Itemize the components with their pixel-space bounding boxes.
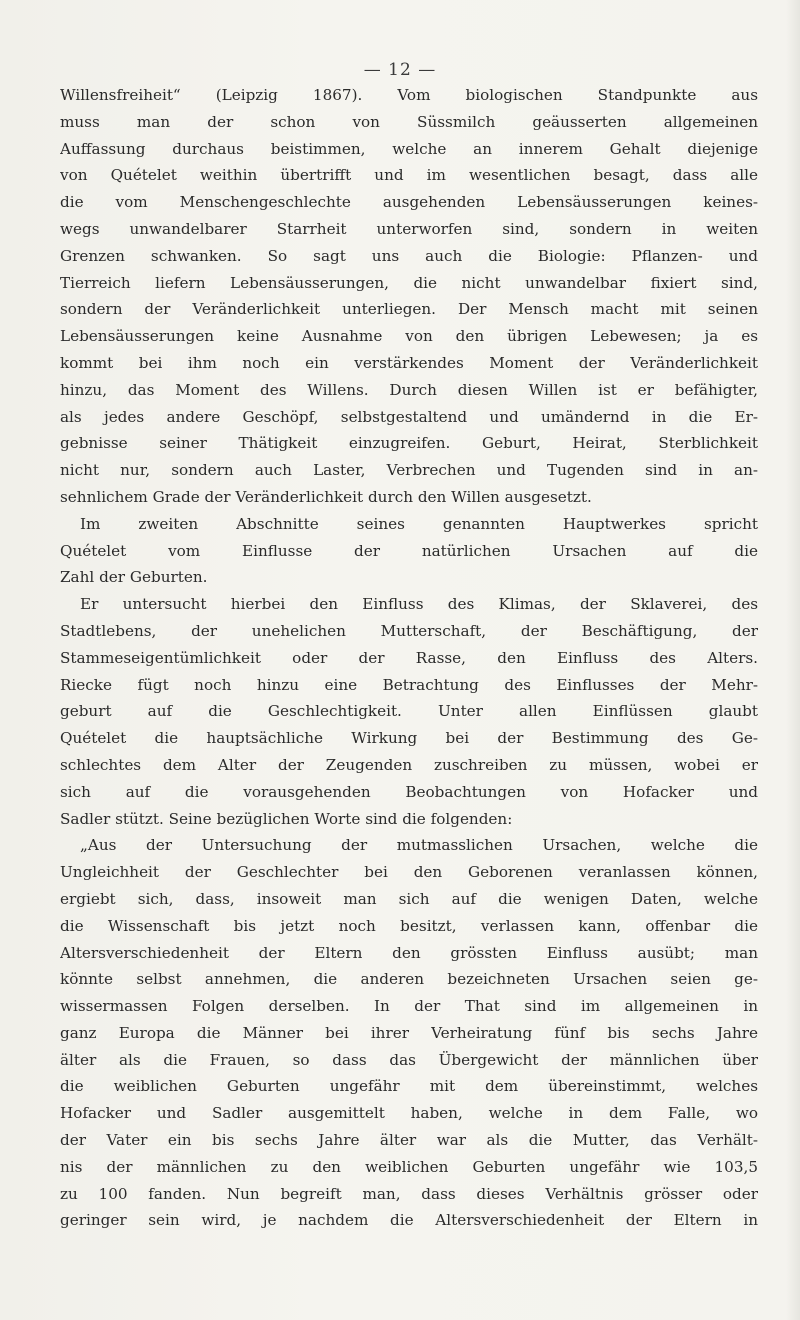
text-line: älter als die Frauen, so dass das Übergewicht der männlichen über [60,1050,758,1069]
text-line: die Wissenschaft bis jetzt noch besitzt, verlassen kann, offenbar die [60,916,758,935]
text-line: nicht nur, sondern auch Laster, Verbrechen und Tugenden sind in an- [60,461,758,480]
text-line: Ungleichheit der Geschlechter bei den Geborenen veranlassen können, [60,863,758,882]
text-line: gebnisse seiner Thätigkeit einzugreifen. Geburt, Heirat, Sterblichkeit [60,434,758,453]
text-line: könnte selbst annehmen, die anderen bezeichneten Ursachen seien ge- [60,970,758,989]
text-line: geburt auf die Geschlechtigkeit. Unter allen Einflüssen glaubt [60,702,758,721]
text-line: von Quételet weithin übertrifft und im wesentlichen besagt, dass alle [60,166,758,185]
text-line: hinzu, das Moment des Willens. Durch diesen Willen ist er befähigter, [60,380,758,399]
text-line: Tierreich liefern Lebensäusserungen, die nicht unwandelbar fixiert sind, [60,273,758,292]
text-line: sondern der Veränderlichkeit unterliegen. Der Mensch macht mit seinen [60,300,758,319]
text-line: „Aus der Untersuchung der mutmasslichen Ursachen, welche die [80,836,758,855]
text-line: Im zweiten Abschnitte seines genannten Hauptwerkes spricht [80,514,758,533]
text-line: die vom Menschengeschlechte ausgehenden Lebensäusserungen keines- [60,193,758,212]
text-line: wissermassen Folgen derselben. In der That sind im allgemeinen in [60,997,758,1016]
text-line: Zahl der Geburten. [60,568,208,587]
text-line: der Vater ein bis sechs Jahre älter war als die Mutter, das Verhält- [60,1131,758,1150]
text-line: Sadler stützt. Seine bezüglichen Worte sind die folgenden: [60,809,513,828]
text-line: Hofacker und Sadler ausgemittelt haben, welche in dem Falle, wo [60,1104,758,1123]
text-line: Quételet die hauptsächliche Wirkung bei der Bestimmung des Ge- [60,729,758,748]
text-line: Stammeseigentümlichkeit oder der Rasse, den Einfluss des Alters. [60,648,758,667]
text-line: Stadtlebens, der unehelichen Mutterschaft, der Beschäftigung, der [60,621,758,640]
text-line: ganz Europa die Männer bei ihrer Verheiratung fünf bis sechs Jahre [60,1023,758,1042]
text-line: kommt bei ihm noch ein verstärkendes Moment der Veränderlichkeit [60,353,758,372]
text-line: wegs unwandelbarer Starrheit unterworfen sind, sondern in weiten [60,219,758,238]
text-line: geringer sein wird, je nachdem die Altersverschiedenheit der Eltern in [60,1211,758,1230]
text-line: muss man der schon von Süssmilch geäusserten allgemeinen [60,112,758,131]
text-line: Auffassung durchaus beistimmen, welche an innerem Gehalt diejenige [60,139,758,158]
text-line: ergiebt sich, dass, insoweit man sich auf die wenigen Daten, welche [60,889,758,908]
text-line: sich auf die vorausgehenden Beobachtungen von Hofacker und [60,782,758,801]
text-line: Willensfreiheit“ (Leipzig 1867). Vom biologischen Standpunkte aus [60,86,758,104]
text-line: die weiblichen Geburten ungefähr mit dem übereinstimmt, welches [60,1077,758,1096]
text-line: zu 100 fanden. Nun begreift man, dass dieses Verhältnis grösser oder [60,1184,758,1203]
text-line: Altersverschiedenheit der Eltern den grössten Einfluss ausübt; man [60,943,758,962]
text-line: nis der männlichen zu den weiblichen Geburten ungefähr wie 103,5 [60,1157,758,1176]
text-line: Grenzen schwanken. So sagt uns auch die Biologie: Pflanzen- und [60,246,758,265]
text-line: sehnlichem Grade der Veränderlichkeit durch den Willen ausgesetzt. [60,487,592,506]
text-line: Riecke fügt noch hinzu eine Betrachtung des Einflusses der Mehr- [60,675,758,694]
text-line: als jedes andere Geschöpf, selbstgestaltend und umändernd in die Er- [60,407,758,426]
text-line: Quételet vom Einflusse der natürlichen Ursachen auf die [60,541,758,560]
text-line: schlechtes dem Alter der Zeugenden zuschreiben zu müssen, wobei er [60,755,758,774]
body-text [60,82,758,1234]
page-number: — 12 — [363,60,437,80]
text-line: Er untersucht hierbei den Einfluss des Klimas, der Sklaverei, des [80,595,758,614]
text-line: Lebensäusserungen keine Ausnahme von den übrigen Lebewesen; ja es [60,327,758,346]
page-edge-shadow [786,0,800,1320]
